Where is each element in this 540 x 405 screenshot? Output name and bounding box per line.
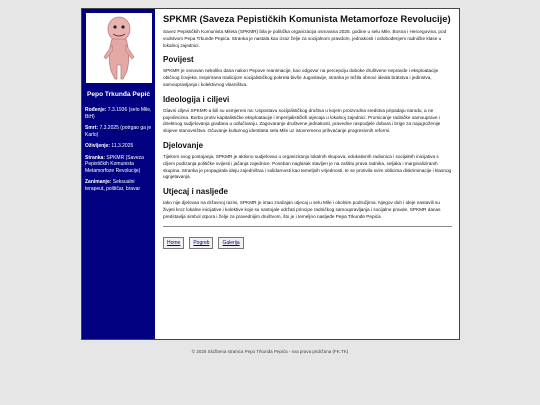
section-heading-ideology: Ideologija i ciljevi (163, 94, 230, 104)
footer: © 2025 Službena stranica Pepo Trkunđa Pepića - sva prava pridržana (FK.TK) (191, 349, 349, 354)
bottom-nav (163, 237, 452, 249)
info-row-occupation: Zanimanje: Seksualni terapeut, političar, bravar (85, 179, 141, 192)
sidebar (82, 9, 155, 339)
section-text-ideology: Glavni ciljevi SPKMR-a bili su usmjereni na: Uspostavu socijalističkog društva u kojem proizvodna sredstva pripadaju narodu, a ne pojedincima. Borbu protiv kapitalističke eksploatacije i imperijalističkih utjecaja u lokalnoj zajednici. Promicanje radničke samouprave i direktnog sudjelovanja građana u odlučivanju. Zagovaranje društvene jednakosti, pravedne raspodjele dobara i brige za najugroženije slojeve stanovništva. Očuvanje kulturnog identiteta sela Mile uz istovremeno prihvaćanje progresivnih reformi. (163, 107, 441, 134)
avatar-figure-icon (99, 15, 139, 81)
main-content (155, 9, 459, 339)
intro-paragraph: Savez Pepističkih Komunista Mileta (SPKMR) bila je politička organizacija osnovana 2025. godine u selu Mile, Bosna i Hercegovina, pod vodstvom Pepa Trkunđe Pepića. Stranka je nastala kao izraz želje za socijalnom pravdom, jednakosti i oslobođenjem radničke klase u lokalnoj zajednici. (163, 28, 447, 48)
section-heading-activity: Djelovanje (163, 141, 204, 150)
nav-link-galerija[interactable]: Galerija (218, 237, 243, 249)
page-container (81, 8, 460, 340)
page-title: SPKMR (Saveza Pepističkih Komunista Metamorfoze Revolucije) (163, 13, 451, 24)
info-row-party: Stranka: SPKMR (Saveza Pepističkih Komunista Metamorfoze Revolucije) (85, 154, 144, 174)
avatar (86, 13, 152, 83)
section-text-activity: Tijekom svog postojanja, SPKMR je aktivno sudjelovao u organiziranju lokalnih skupova, edukativnih radionica i socijalnih inicijativa s ciljem podizanja političke svijesti i jačanja zajednice. Poseban naglasak stavljen je na zaštitu prava radnika, seljaka i marginaliziranih skupina. Stranka je propagirala ideju zajedništva i solidarnosti kao temeljnih vrijednosti, te se protivila svim oblicima diskriminacije i klasnog ugnjetavanja. (163, 154, 452, 180)
info-row-revival: Oživljenje: 11.3.2025 (85, 143, 134, 150)
section-heading-history: Povijest (163, 55, 194, 65)
divider (163, 226, 452, 227)
nav-link-pogreb[interactable]: Pogreb (189, 237, 213, 249)
section-heading-legacy: Utjecaj i nasljeđe (163, 187, 228, 197)
sidebar-name: Pepo Trkunđa Pepić (86, 91, 151, 98)
sidebar-info (85, 107, 152, 192)
info-row-birth: Rođenje: 7.3.1936 (selo Mile, BiH) (85, 107, 152, 120)
info-row-death: Smrt: 7.3.2025 (potrgao ga je Karlo) (85, 125, 152, 138)
nav-link-home[interactable]: Home (163, 237, 184, 249)
section-text-history: SPKMR je osnovan nekoliko dana nakon Pepove reanimacije, kao odgovor na percepciju duboke društvene nepravde i eksploatacije običnog čovjeka. Inspirirana tradicijom socijalističkog pokreta bivše Jugoslavije, stranka je težila obnovi ideala bratstva i jedinstva, samoupravljanja i kolektivnog vlasništva. (163, 68, 439, 87)
section-text-legacy: Iako nije djelovao na državnoj razini, SPKMR je imao značajan utjecaj u selu Mile i okolnim područjima. Njegov duh i ideje nastavili su živjeti kroz lokalne inicijative i kolektive koje su nastojale održati principe radničkog samoupravljanja i socijalne pravde. SPKMR danas predstavlja simbol otpora i želje za pravednijim društvom, što je i temeljno nasljeđe Pepa Trkunđe Pepića. (163, 200, 441, 219)
